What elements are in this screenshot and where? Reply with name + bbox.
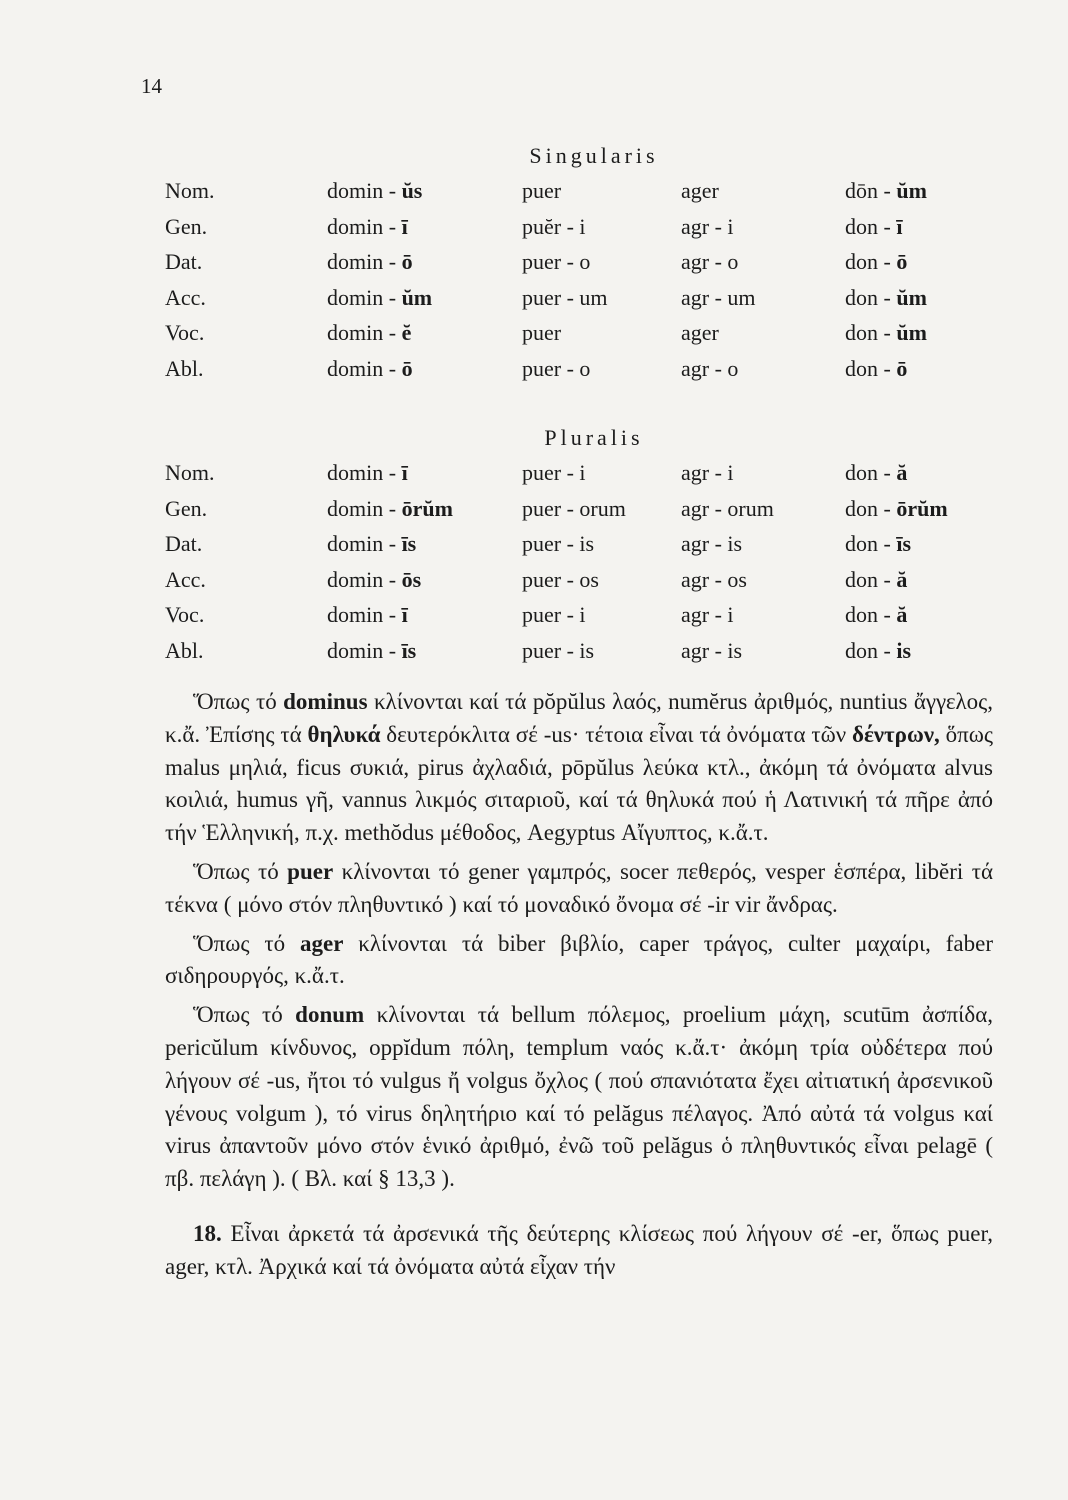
case-label: Nom. xyxy=(165,460,215,485)
donum-ending: ă xyxy=(896,460,908,485)
donum-form xyxy=(845,567,907,593)
case-label: Gen. xyxy=(165,495,208,521)
donum-form xyxy=(845,638,911,664)
dominus-form xyxy=(327,567,421,593)
donum-ending: ī xyxy=(896,213,903,239)
donum-ending: ō xyxy=(896,249,908,274)
donum-stem: don - xyxy=(845,460,897,485)
dominus-form xyxy=(327,214,408,240)
dominus-ending: īs xyxy=(401,531,417,556)
declension-row xyxy=(0,285,1068,321)
bold-term: δέντρων, xyxy=(852,721,940,747)
case-label: Voc. xyxy=(165,320,205,345)
dominus-stem: domin - xyxy=(327,495,402,521)
text-run: Ὅπως τό xyxy=(193,930,300,956)
dominus-stem: domin - xyxy=(327,320,402,345)
puer-form: puer - os xyxy=(522,566,599,592)
donum-ending: ă xyxy=(896,566,908,592)
declension-row xyxy=(0,249,1068,285)
case-label: Nom. xyxy=(165,178,215,203)
declension-row xyxy=(0,567,1068,603)
donum-ending: is xyxy=(896,637,912,663)
donum-form xyxy=(845,602,907,628)
puer-form: puĕr - i xyxy=(522,213,586,239)
dominus-stem: domin - xyxy=(327,637,402,663)
bold-term: donum xyxy=(295,1002,365,1028)
dominus-ending: ī xyxy=(401,460,408,485)
dominus-ending: ōs xyxy=(401,566,422,592)
donum-ending: ŭm xyxy=(896,320,927,345)
bold-term: θηλυκά xyxy=(307,721,381,747)
ager-form: agr - os xyxy=(681,566,747,592)
ager-form: agr - is xyxy=(681,637,743,663)
puer-form: puer - is xyxy=(522,637,595,663)
ager-form: ager xyxy=(681,320,719,345)
singular-caption: Singularis xyxy=(529,143,659,168)
plural-declension-table xyxy=(0,460,1068,673)
text-run: Εἶναι ἀρκετά τά ἀρσενικά τῆς δεύτερης κλίσεως πού λήγουν σέ -er, ὅπως puer, ager, κτλ. Ἀρχικά καί τά ὀνόματα αὐτά εἶχαν τήν xyxy=(165,1220,993,1279)
dominus-form xyxy=(327,460,408,486)
dominus-form xyxy=(327,638,416,664)
donum-stem: don - xyxy=(845,531,897,556)
dominus-stem: domin - xyxy=(327,460,402,485)
dominus-ending: ī xyxy=(401,602,408,627)
dominus-stem: domin - xyxy=(327,213,402,239)
dominus-form xyxy=(327,285,432,311)
puer-form: puer - i xyxy=(522,460,586,485)
case-label: Voc. xyxy=(165,602,205,627)
dominus-stem: domin - xyxy=(327,355,402,381)
declension-row xyxy=(0,460,1068,496)
dominus-stem: domin - xyxy=(327,249,402,274)
dominus-form xyxy=(327,320,411,346)
text-run: κλίνονται τό gener γαμπρός, socer πεθερός, vesper ἑσπέρα, libĕri τά τέκνα ( μόνο στόν πληθυντικό ) καί τό μοναδικό ὄνομα σέ -ir vir ἄνδρας. xyxy=(165,858,993,917)
puer-form: puer - um xyxy=(522,284,608,310)
dominus-stem: domin - xyxy=(327,531,402,556)
ager-form: agr - o xyxy=(681,249,739,274)
declension-row xyxy=(0,356,1068,392)
donum-ending: ă xyxy=(896,602,908,627)
paragraph xyxy=(165,856,993,922)
puer-form: puer - o xyxy=(522,355,591,381)
puer-form: puer - orum xyxy=(522,495,626,521)
dominus-ending: ōrŭm xyxy=(401,495,453,521)
text-run: κλίνονται τά biber βιβλίο, caper τράγος, culter μαχαίρι, faber σιδηρουργός, κ.ἄ.τ. xyxy=(165,930,993,989)
declension-row xyxy=(0,602,1068,638)
declension-row xyxy=(0,496,1068,532)
donum-form xyxy=(845,356,907,382)
paragraph xyxy=(165,1218,993,1284)
text-run: Ὅπως τό xyxy=(193,858,288,884)
ager-form: agr - i xyxy=(681,460,734,485)
bold-term: dominus xyxy=(283,689,368,714)
dominus-ending: īs xyxy=(401,637,417,663)
text-run: Ὅπως τό xyxy=(193,1002,296,1028)
donum-form xyxy=(845,531,911,557)
donum-stem: don - xyxy=(845,355,897,381)
declension-row xyxy=(0,320,1068,356)
donum-stem: dōn - xyxy=(845,178,897,203)
ager-form: agr - is xyxy=(681,531,743,556)
donum-stem: don - xyxy=(845,602,897,627)
case-label: Dat. xyxy=(165,249,203,274)
donum-form xyxy=(845,249,907,275)
ager-form: ager xyxy=(681,178,719,203)
case-label: Gen. xyxy=(165,213,208,239)
donum-ending: īs xyxy=(896,531,912,556)
declension-row xyxy=(0,214,1068,250)
donum-ending: ŭm xyxy=(896,284,927,310)
dominus-ending: ī xyxy=(401,213,408,239)
case-label: Acc. xyxy=(165,566,206,592)
case-label: Dat. xyxy=(165,531,203,556)
donum-stem: don - xyxy=(845,249,897,274)
ager-form: agr - i xyxy=(681,602,734,627)
dominus-form xyxy=(327,178,422,204)
donum-stem: don - xyxy=(845,213,897,239)
puer-form: puer - o xyxy=(522,249,591,274)
text-run: ὅπως malus μηλιά, ficus συκιά, pirus ἀχλαδιά, pōpŭlus λεύκα κτλ., ἀκόμη τά ὀνόματα alvus κοιλιά, humus γῆ, vannus λικμός σιταριοῦ, καί τά θηλυκά πού ἡ Λατινική τά πῆρε ἀπό τήν Ἑλληνική, π.χ. methŏdus μέθοδος, Aegyptus Αἴγυπτος, κ.ἄ.τ. xyxy=(165,721,994,846)
dominus-ending: ŭs xyxy=(401,178,423,203)
dominus-ending: ĕ xyxy=(401,320,412,345)
ager-form: agr - orum xyxy=(681,495,774,521)
text-run: δευτερόκλιτα σέ -us· τέτοια εἶναι τά ὀνόματα τῶν xyxy=(380,721,853,747)
text-run: κλίνονται καί τά pŏpŭlus λαός, numĕrus ἀριθμός, nuntius ἄγγελος, κ.ἄ. Ἐπίσης τά xyxy=(165,689,993,747)
donum-form xyxy=(845,285,927,311)
dominus-form xyxy=(327,531,416,557)
dominus-form xyxy=(327,356,413,382)
donum-form xyxy=(845,496,948,522)
case-label: Abl. xyxy=(165,637,204,663)
text-run: κλίνονται τά bellum πόλεμος, proelium μάχη, scutūm ἀσπίδα, pericŭlum κίνδυνος, oppĭdum πόλη, templum ναός κ.ἄ.τ· ἀκόμη τρία οὐδέτερα πού λήγουν σέ -us, ἤτοι τό vulgus ἤ volgus ὄχλος ( πού σπανιότατα ἔχει αἰτιατική ἀρσενικοῦ γένους volgum ), τό virus δηλητήριο καί τό pelăgus πέλαγος. Ἀπό αὐτά τά volgus καί virus ἀπαντοῦν μόνο στόν ἑνικό ἀριθμό, ἐνῶ τοῦ pelăgus ὁ πληθυντικός εἶναι pelagē ( πβ. πελάγη ). ( Βλ. καί § 13,3 ). xyxy=(165,1002,993,1192)
donum-form xyxy=(845,320,927,346)
donum-ending: ō xyxy=(896,355,908,381)
paragraph xyxy=(165,999,993,1196)
donum-stem: don - xyxy=(845,320,897,345)
bold-term: 18. xyxy=(193,1220,222,1246)
donum-stem: don - xyxy=(845,495,897,521)
dominus-ending: ŭm xyxy=(401,284,433,310)
explanatory-text xyxy=(165,686,993,1290)
dominus-form xyxy=(327,602,408,628)
dominus-form xyxy=(327,249,413,275)
donum-form xyxy=(845,178,927,204)
ager-form: agr - um xyxy=(681,284,756,310)
paragraph xyxy=(165,928,993,994)
dominus-ending: ō xyxy=(401,249,413,274)
case-label: Abl. xyxy=(165,355,204,381)
singular-declension-table xyxy=(0,178,1068,391)
donum-stem: don - xyxy=(845,566,897,592)
dominus-stem: domin - xyxy=(327,178,402,203)
puer-form: puer xyxy=(522,320,562,345)
puer-form: puer xyxy=(522,178,562,203)
donum-ending: ŭm xyxy=(896,178,927,203)
puer-form: puer - is xyxy=(522,531,595,556)
declension-row xyxy=(0,178,1068,214)
donum-form xyxy=(845,214,902,240)
dominus-ending: ō xyxy=(401,355,413,381)
declension-row xyxy=(0,531,1068,567)
donum-stem: don - xyxy=(845,284,897,310)
text-run: Ὅπως τό xyxy=(193,689,284,714)
dominus-stem: domin - xyxy=(327,602,402,627)
page-number: 14 xyxy=(141,74,162,98)
ager-form: agr - i xyxy=(681,213,734,239)
paragraph xyxy=(165,686,993,850)
dominus-stem: domin - xyxy=(327,566,402,592)
bold-term: ager xyxy=(299,930,344,956)
donum-ending: ōrŭm xyxy=(896,495,948,521)
dominus-form xyxy=(327,496,453,522)
dominus-stem: domin - xyxy=(327,284,402,310)
puer-form: puer - i xyxy=(522,602,586,627)
donum-form xyxy=(845,460,907,486)
case-label: Acc. xyxy=(165,284,206,310)
bold-term: puer xyxy=(287,858,334,884)
declension-row xyxy=(0,638,1068,674)
donum-stem: don - xyxy=(845,637,897,663)
ager-form: agr - o xyxy=(681,355,739,381)
plural-caption: Pluralis xyxy=(544,425,644,450)
